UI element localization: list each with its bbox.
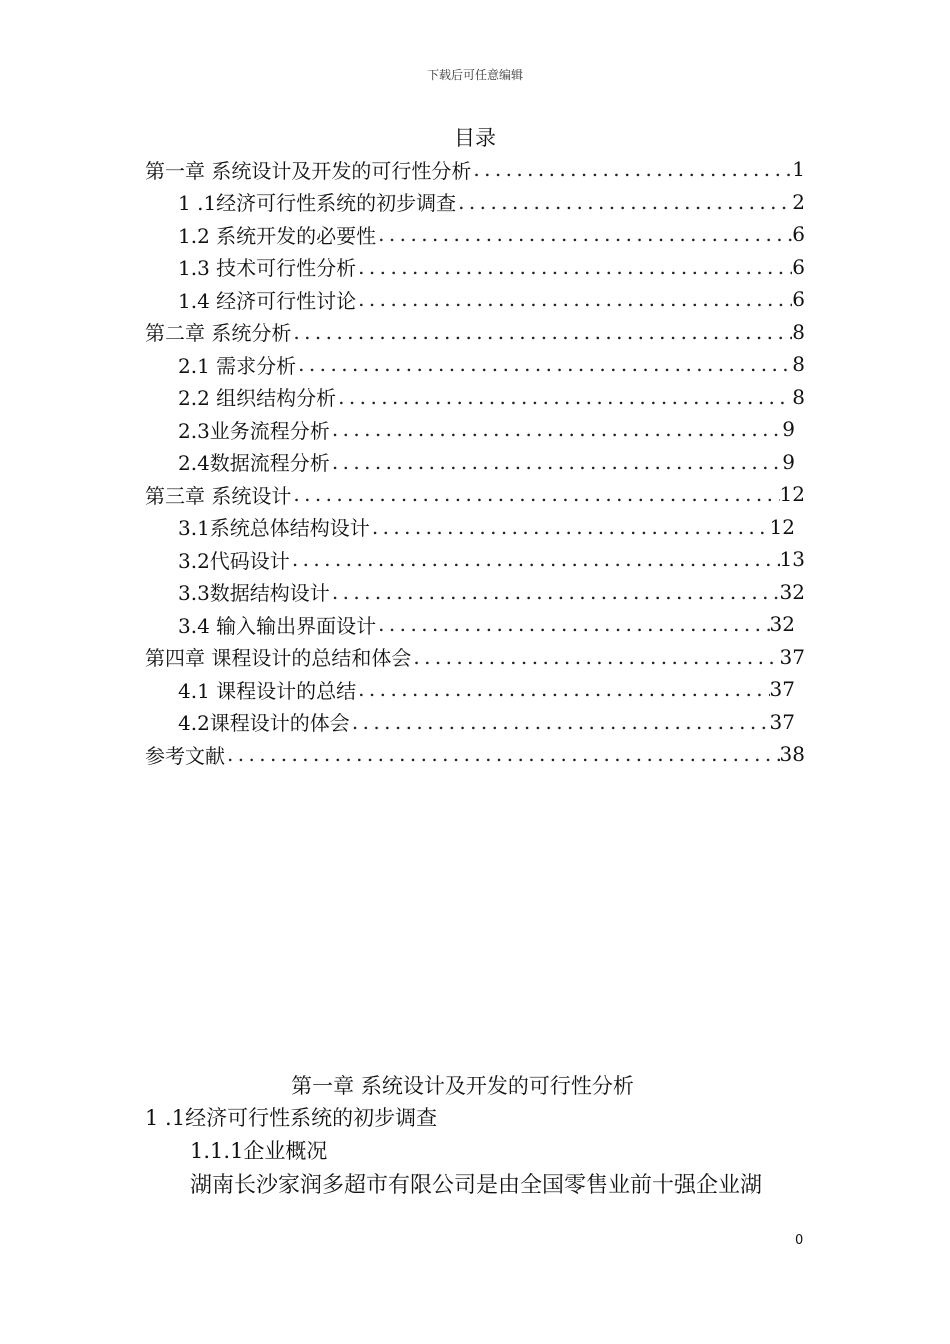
toc-entry[interactable] xyxy=(178,608,795,640)
toc-leader-dots xyxy=(330,450,782,474)
toc-entry-page: 6 xyxy=(792,287,805,311)
toc-entry[interactable] xyxy=(178,446,795,478)
toc-entry-label: 第二章 系统分析 xyxy=(145,321,292,345)
toc-entry-label: 4.1 课程设计的总结 xyxy=(178,678,357,703)
toc-leader-dots xyxy=(356,677,769,701)
toc-entry-page: 8 xyxy=(792,319,805,344)
page-header: 下载后可任意编辑 xyxy=(426,68,523,82)
toc-entry-label: 参考文献 xyxy=(145,743,225,768)
toc-entry[interactable] xyxy=(178,673,795,705)
toc-entry-label: 1.4 经济可行性讨论 xyxy=(178,288,357,313)
toc-entry[interactable] xyxy=(178,413,795,445)
toc-entry[interactable] xyxy=(178,283,805,315)
toc-entry-page: 9 xyxy=(782,449,795,474)
toc-leader-dots xyxy=(296,352,792,376)
toc-entry-label: 1.2 系统开发的必要性 xyxy=(178,223,377,248)
toc-leader-dots xyxy=(456,190,792,214)
body-paragraph: 湖南长沙家润多超市有限公司是由全国零售业前十强企业湖 xyxy=(190,1173,763,1198)
toc-leader-dots xyxy=(356,287,792,311)
toc-leader-dots xyxy=(376,222,792,246)
toc-leader-dots xyxy=(225,742,780,766)
toc-entry[interactable] xyxy=(178,251,805,283)
toc-entry-label: 1.3 技术可行性分析 xyxy=(178,256,357,280)
toc-entry-label: 第三章 系统设计 xyxy=(145,483,292,508)
toc-entry[interactable] xyxy=(178,543,805,575)
toc-entry-page: 32 xyxy=(779,579,805,604)
toc-entry-page: 6 xyxy=(792,254,805,279)
toc-entry[interactable] xyxy=(145,153,805,185)
chapter-heading: 第一章 系统设计及开发的可行性分析 xyxy=(291,1074,634,1098)
page-number: 0 xyxy=(795,1233,804,1248)
toc-entry[interactable] xyxy=(145,738,805,770)
toc-entry[interactable] xyxy=(178,576,805,608)
toc-entry-page: 37 xyxy=(769,677,795,701)
toc-leader-dots xyxy=(336,385,792,409)
toc-entry-page: 6 xyxy=(792,222,805,246)
toc-entry-page: 13 xyxy=(779,547,805,571)
toc-entry-page: 37 xyxy=(769,709,795,734)
toc-leader-dots xyxy=(471,157,792,181)
toc-entry-label: 2.3业务流程分析 xyxy=(178,418,330,443)
toc-leader-dots xyxy=(350,710,770,734)
toc-leader-dots xyxy=(411,645,779,669)
toc-leader-dots xyxy=(330,417,782,441)
toc-entry-label: 4.2课程设计的体会 xyxy=(178,711,350,735)
toc-entry-label: 3.4 输入输出界面设计 xyxy=(178,613,377,638)
section-heading: 1 .1经济可行性系统的初步调查 xyxy=(145,1106,438,1130)
subsection-heading: 1.1.1企业概况 xyxy=(190,1139,328,1163)
toc-entry[interactable] xyxy=(178,706,795,738)
toc-entry-page: 37 xyxy=(779,644,805,669)
toc-leader-dots xyxy=(290,547,780,571)
toc-entry-label: 第四章 课程设计的总结和体会 xyxy=(145,646,412,670)
toc-entry-label: 3.1系统总体结构设计 xyxy=(178,516,370,540)
toc-entry-page: 1 xyxy=(792,157,805,181)
toc-entry[interactable] xyxy=(178,511,795,543)
toc-leader-dots xyxy=(291,482,779,506)
toc-entry-page: 12 xyxy=(769,514,795,539)
toc-entry-page: 9 xyxy=(782,417,795,441)
toc-entry-page: 8 xyxy=(792,384,805,409)
toc-entry-page: 38 xyxy=(779,742,805,766)
toc-entry[interactable] xyxy=(178,348,805,380)
toc-entry-label: 1 .1经济可行性系统的初步调查 xyxy=(178,191,457,215)
toc-entry-label: 第一章 系统设计及开发的可行性分析 xyxy=(145,158,472,183)
toc-entry-label: 3.2代码设计 xyxy=(178,548,290,573)
toc-leader-dots xyxy=(291,320,792,344)
toc-entry[interactable] xyxy=(178,381,805,413)
toc-leader-dots xyxy=(376,612,769,636)
toc-entry-page: 32 xyxy=(769,612,795,636)
toc-entry-label: 3.3数据结构设计 xyxy=(178,581,330,605)
toc-leader-dots xyxy=(330,580,780,604)
toc-entry-page: 2 xyxy=(792,189,805,214)
toc-entry-label: 2.4数据流程分析 xyxy=(178,451,330,475)
toc-entry[interactable] xyxy=(178,218,805,250)
toc-entry[interactable] xyxy=(178,186,805,218)
toc-entry-label: 2.1 需求分析 xyxy=(178,353,297,378)
toc-title: 目录 xyxy=(454,126,496,150)
toc-leader-dots xyxy=(356,255,792,279)
toc-entry[interactable] xyxy=(145,316,805,348)
toc-leader-dots xyxy=(370,515,770,539)
toc-entry-page: 8 xyxy=(792,352,805,376)
toc-entry-label: 2.2 组织结构分析 xyxy=(178,386,337,410)
toc-entry-page: 12 xyxy=(779,482,805,506)
toc-entry[interactable] xyxy=(145,641,805,673)
toc-entry[interactable] xyxy=(145,478,805,510)
